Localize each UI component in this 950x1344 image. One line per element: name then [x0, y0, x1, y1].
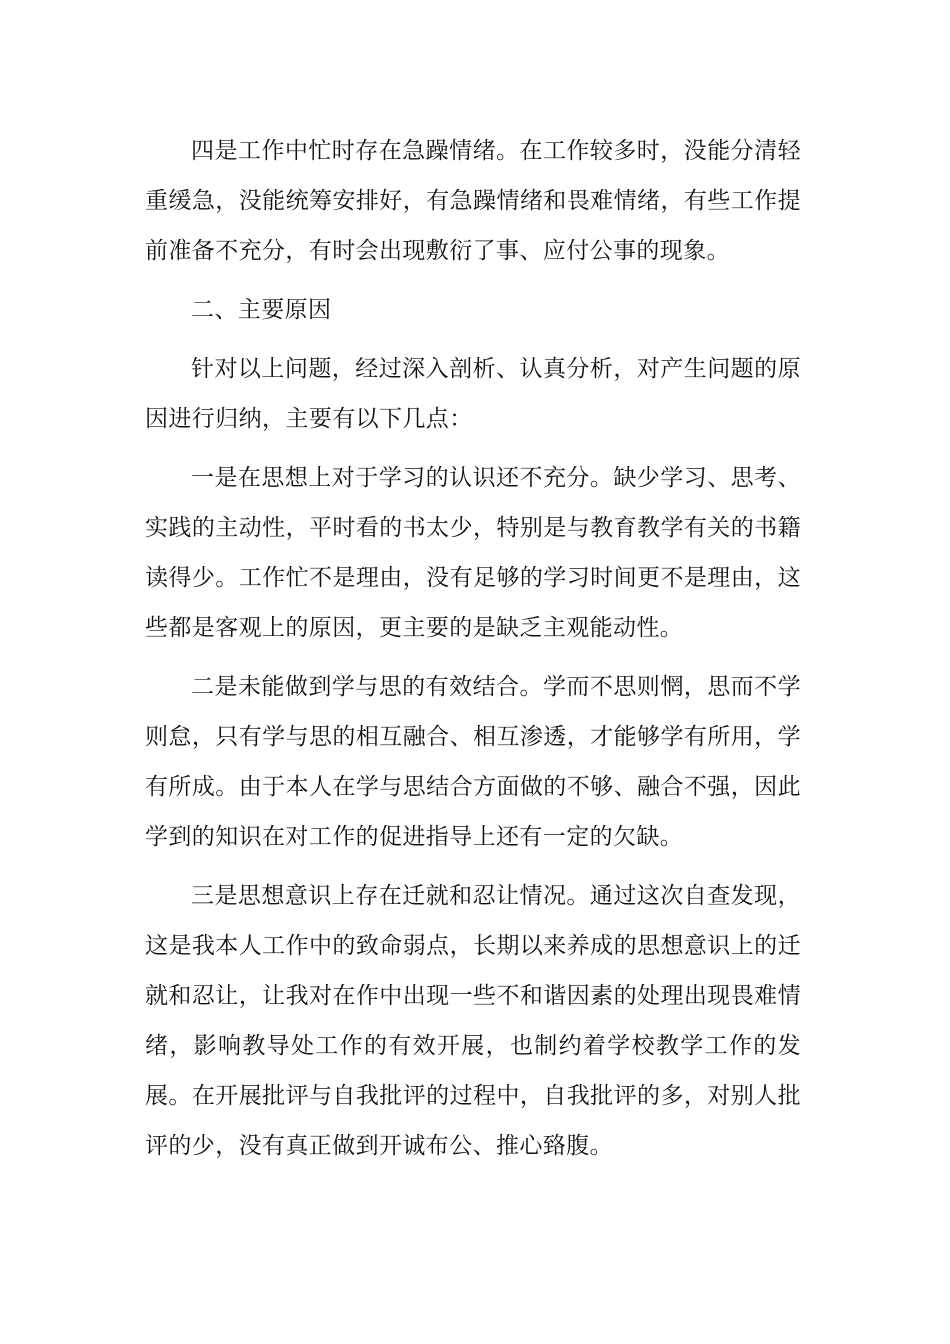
document-body	[145, 126, 801, 1180]
paragraph-cause-one: 一是在思想上对于学习的认识还不充分。缺少学习、思考、实践的主动性，平时看的书太少，特别是与教育教学有关的书籍读得少。工作忙不是理由，没有足够的学习时间更不是理由，这些都是客观上的原因，更主要的是缺乏主观能动性。	[145, 465, 801, 641]
paragraph-causes-intro: 针对以上问题，经过深入剖析、认真分析，对产生问题的原因进行归纳，主要有以下几点：	[145, 356, 801, 432]
paragraph-problem-four: 四是工作中忙时存在急躁情绪。在工作较多时，没能分清轻重缓急，没能统筹安排好，有急躁情绪和畏难情绪，有些工作提前准备不充分，有时会出现敷衍了事、应付公事的现象。	[145, 138, 801, 264]
paragraph-cause-three: 三是思想意识上存在迁就和忍让情况。通过这次自查发现，这是我本人工作中的致命弱点，长期以来养成的思想意识上的迁就和忍让，让我对在作中出现一些不和谐因素的处理出现畏难情绪，影响教导处工作的有效开展，也制约着学校教学工作的发展。在开展批评与自我批评的过程中，自我批评的多，对别人批评的少，没有真正做到开诚布公、推心臵腹。	[145, 883, 801, 1159]
section-heading-main-causes: 二、主要原因	[191, 297, 332, 323]
paragraph-cause-two: 二是未能做到学与思的有效结合。学而不思则惘，思而不学则怠，只有学与思的相互融合、相互渗透，才能够学有所用，学有所成。由于本人在学与思结合方面做的不够、融合不强，因此学到的知识在对工作的促进指导上还有一定的欠缺。	[145, 674, 801, 850]
